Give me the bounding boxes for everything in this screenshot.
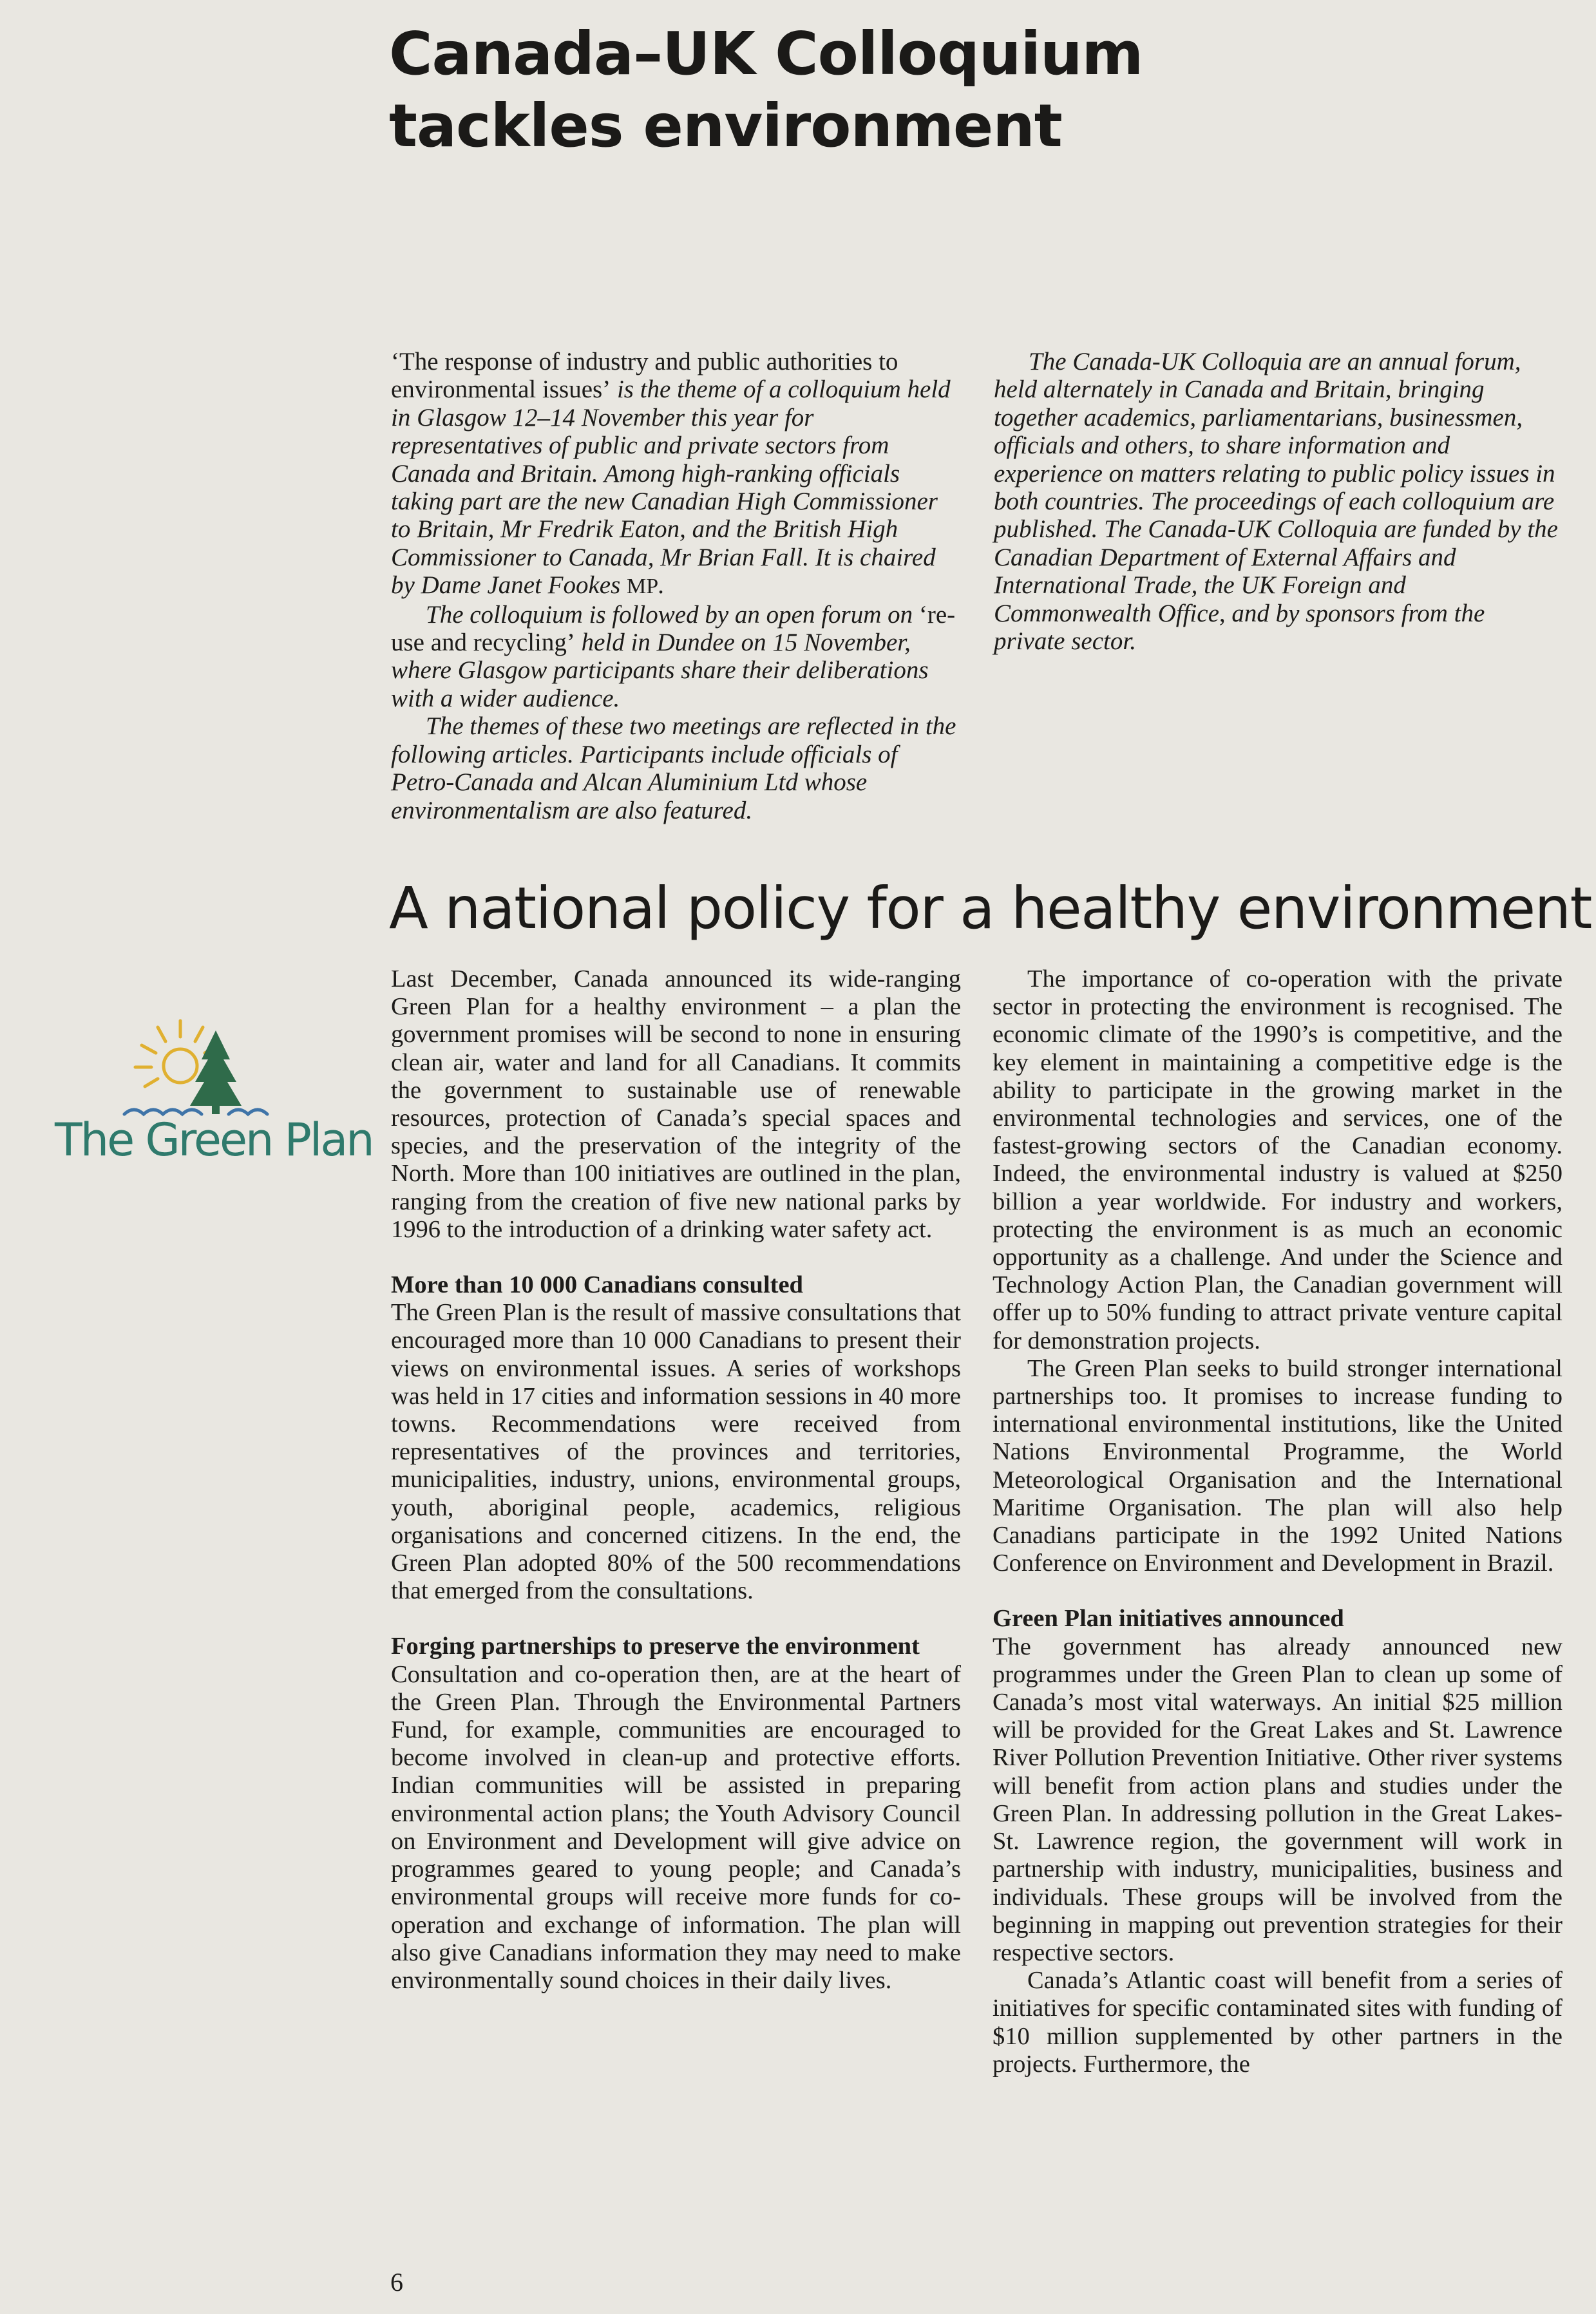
article-column-left	[391, 965, 961, 1995]
article-title: A national policy for a healthy environment	[389, 875, 1591, 942]
intro-paragraph-4	[994, 348, 1561, 655]
article-paragraph-international: The Green Plan seeks to build stronger international partnerships too. It promises to increase funding to international environmental institutions, like the United Nations Environmental Programme, the World Meteorological Organisation and the International Maritime Organisation. The plan will also help Canadians participate in the 1992 United Nations Conference on Environment and Development in Brazil.	[993, 1354, 1563, 1577]
subhead-consulted: More than 10 000 Canadians consulted	[391, 1271, 803, 1299]
tree-icon	[190, 1030, 242, 1114]
intro-quote-theme: ‘The response of industry and public authorities to environmental issues’	[391, 348, 898, 404]
intro-paragraph-1	[391, 348, 958, 601]
green-plan-logo	[55, 1001, 373, 1175]
headline-line-2: tackles environment	[389, 91, 1062, 160]
headline-line-1: Canada–UK Colloquium	[389, 19, 1143, 88]
mp-abbrev: MP	[627, 574, 659, 599]
intro-paragraph-3	[391, 712, 958, 824]
intro-text-2a: The colloquium is followed by an open forum on	[426, 600, 919, 629]
intro-quote-recycling: ‘re-use and recycling’	[391, 600, 956, 657]
article-paragraph-consulted: The Green Plan is the result of massive consultations that encouraged more than 10 000 Canadians to present their views on environmental issues. A series of workshops was held in 17 cities and information sessions in 40 more towns. Recommendations were received from representatives of the provinces and territories, municipalities, industry, unions, environmental groups, youth, aboriginal people, academics, religious organisations and concerned citizens. In the end, the Green Plan adopted 80% of the 500 recommendations that emerged from the consultations.	[391, 1299, 961, 1605]
intro-text-3: The themes of these two meetings are reflected in the following articles. Participants include officials of Petro-Canada and Alcan Aluminium Ltd whose environmentalism are also featured.	[391, 712, 956, 824]
subhead-initiatives: Green Plan initiatives announced	[993, 1605, 1344, 1633]
intro-text-2b: held in Dundee on 15 November, where Glasgow participants share their deliberations with a wider audience.	[391, 629, 929, 712]
green-plan-logo-graphic	[55, 1001, 332, 1124]
article-paragraph-atlantic: Canada’s Atlantic coast will benefit from a series of initiatives for specific contaminated sites with funding of $10 million supplemented by other partners in the projects. Furthermore, the	[993, 1967, 1563, 2078]
article-paragraph-initiatives: The government has already announced new programmes under the Green Plan to clean up some of Canada’s most vital waterways. An initial $25 million will be provided for the Great Lakes and St. Lawrence River Pollution Prevention Initiative. Other river systems will benefit from action plans and studies under the Green Plan. In addressing pollution in the Great Lakes-St. Lawrence region, the government will work in partnership with industry, municipalities, business and individuals. These groups will be involved from the beginning in mapping out prevention strategies for their respective sectors.	[993, 1633, 1563, 1966]
article-paragraph-private-sector: The importance of co-operation with the private sector in protecting the environment is recognised. The economic climate of the 1990’s is competitive, and the key element in maintaining a competitive edge is the ability to participate in the growing market in the environmental technologies and services, one of the fastest-growing sectors of the Canadian economy. Indeed, the environmental industry is valued at $250 billion a year worldwide. For industry and workers, protecting the environment is as much an economic opportunity as a challenge. And under the Science and Technology Action Plan, the Canadian government will offer up to 50% funding to attract private venture capital for demonstration projects.	[993, 965, 1563, 1354]
intro-text-1: is the theme of a colloquium held in Glasgow 12–14 November this year for representatives of public and private sectors from Canada and Britain. Among high-ranking officials taking part are the new Canadian High Commissioner to Britain, Mr Fredrik Eaton, and the British High Commissioner to Canada, Mr Brian Fall. It is chaired by Dame Janet Fookes	[391, 375, 951, 600]
subhead-partnerships: Forging partnerships to preserve the environment	[391, 1633, 920, 1660]
green-plan-logo-text: The Green Plan	[55, 1114, 373, 1166]
intro-column-left	[391, 348, 958, 824]
page-number: 6	[390, 2268, 403, 2297]
intro-column-right	[994, 348, 1561, 655]
article-paragraph-intro: Last December, Canada announced its wide-ranging Green Plan for a healthy environment – a plan the government promises will be second to none in ensuring clean air, water and land for all Canadians. It commits the government to sustainable use of renewable resources, protection of Canada’s special spaces and species, and the preservation of the integrity of the North. More than 100 initiatives are outlined in the plan, ranging from the creation of five new national parks by 1996 to the introduction of a drinking water safety act.	[391, 965, 961, 1243]
article-column-right	[993, 965, 1563, 2078]
article-paragraph-partnerships: Consultation and co-operation then, are at the heart of the Green Plan. Through the Environmental Partners Fund, for example, communities are encouraged to become involved in clean-up and protective efforts. Indian communities will be assisted in preparing environmental action plans; the Youth Advisory Council on Environment and Development will give advice on programmes geared to young people; and Canada’s environmental groups will receive more funds for co-operation and exchange of information. The plan will also give Canadians information they may need to make environmentally sound choices in their daily lives.	[391, 1660, 961, 1994]
headline	[389, 18, 1355, 162]
intro-text-4: The Canada-UK Colloquia are an annual forum, held alternately in Canada and Britain, bringing together academics, parliamentarians, businessmen, officials and others, to share information and experience on matters relating to public policy issues in both countries. The proceedings of each colloquium are published. The Canada-UK Colloquia are funded by the Canadian Department of External Affairs and International Trade, the UK Foreign and Commonwealth Office, and by sponsors from the private sector.	[994, 348, 1558, 656]
intro-paragraph-2	[391, 601, 958, 713]
intro-period: .	[658, 571, 665, 600]
